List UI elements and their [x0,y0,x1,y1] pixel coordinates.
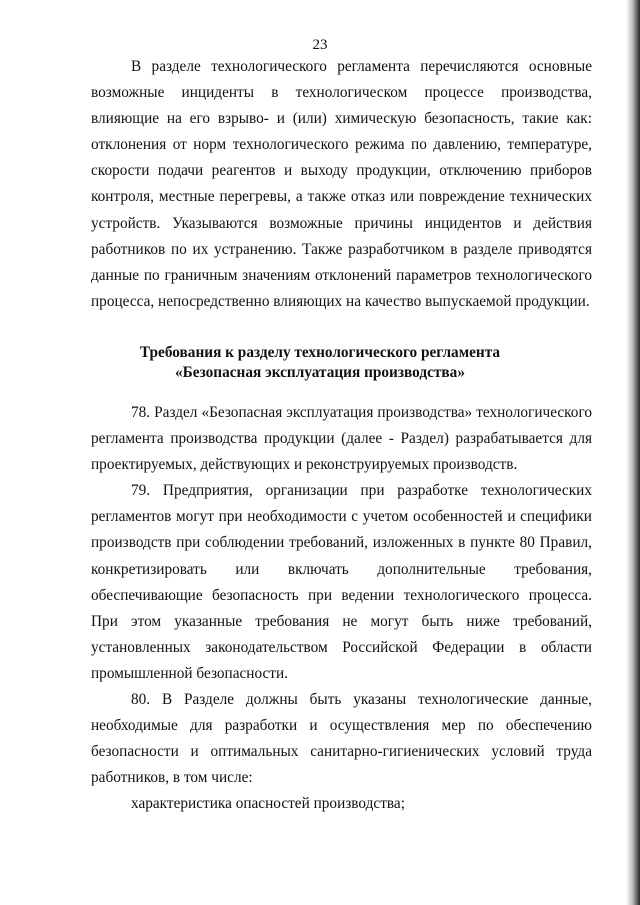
scan-edge-shadow [626,0,640,905]
intro-text [91,54,592,315]
paragraph-78: 78. Раздел «Безопасная эксплуатация производства» технологического регламента производства продукции (далее - Раздел) разрабатывается для проектируемых, действующих и реконструируемых производств. [91,404,592,474]
section-heading-line-1: Требования к разделу технологического регламента [139,344,501,361]
section-body [91,400,592,818]
paragraph-80: 80. В Разделе должны быть указаны технологические данные, необходимые для разработки и осуществления мер по обеспечению безопасности и оптимальных санитарно-гигиенических условий труда работников, в том числе: [91,691,592,787]
intro-paragraph: В разделе технологического регламента перечисляются основные возможные инциденты в технологическом процессе производства, влияющие на его взрыво- и (или) химическую безопасность, такие как: отклонения от норм технологического режима по давлению, температуре, скорости подачи реагентов и выходу продукции, отключению приборов контроля, местные перегревы, а также отказ или повреждение технических устройств. Указываются возможные причины инцидентов и действия работников по их устранению. Также разработчиком в разделе приводятся данные по граничным значениям отклонений параметров технологического процесса, непосредственно влияющих на качество выпускаемой продукции. [91,58,592,310]
section-heading-line-2: «Безопасная эксплуатация производства» [175,364,465,381]
section-heading [0,343,640,383]
page-number: 23 [312,37,328,53]
paragraph-79: 79. Предприятия, организации при разработке технологических регламентов могут при необходимости с учетом особенностей и специфики производств при соблюдении требований, изложенных в пункте 80 Правил, конкретизировать или включать дополнительные требования, обеспечивающие безопасность при ведении технологического процесса. При этом указанные требования не могут быть ниже требований, установленных законодательством Российской Федерации в области промышленной безопасности. [91,482,592,682]
paragraph-80-item: характеристика опасностей производства; [131,795,405,813]
